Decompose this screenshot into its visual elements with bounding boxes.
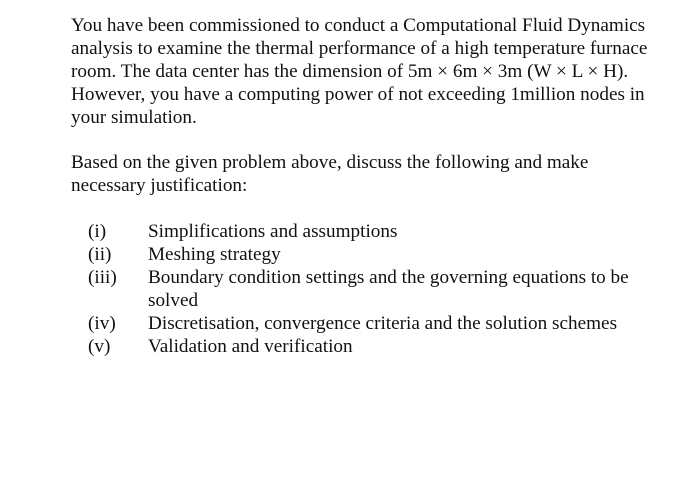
list-item-text: Simplifications and assumptions [148,221,398,242]
paragraph-line: However, you have a computing power of not exceeding 1million nodes in [71,84,645,105]
instruction-paragraph [71,151,683,197]
list-item-text: Boundary condition settings and the governing equations to be solved [148,267,629,311]
paragraph-line: room. The data center has the dimension of 5m × 6m × 3m (W × L × H). [71,61,629,82]
list-item [88,335,678,358]
list-item-number: (iv) [88,313,116,334]
problem-statement-paragraph [71,14,683,129]
paragraph-line: necessary justification: [71,175,248,196]
task-list [88,220,678,358]
paragraph-line: your simulation. [71,107,197,128]
paragraph-line: Based on the given problem above, discuss the following and make [71,152,589,173]
paragraph-line: analysis to examine the thermal performance of a high temperature furnace [71,38,648,59]
list-item [88,220,678,243]
list-item-text: Discretisation, convergence criteria and the solution schemes [148,313,618,334]
list-item [88,266,678,312]
paragraph-line: You have been commissioned to conduct a Computational Fluid Dynamics [71,15,646,36]
list-item-number: (ii) [88,244,112,265]
list-item-number: (i) [88,221,107,242]
list-item [88,243,678,266]
list-item [88,312,678,335]
list-item-number: (iii) [88,267,117,288]
list-item-number: (v) [88,336,111,357]
list-item-text: Meshing strategy [148,244,281,265]
list-item-text: Validation and verification [148,336,353,357]
